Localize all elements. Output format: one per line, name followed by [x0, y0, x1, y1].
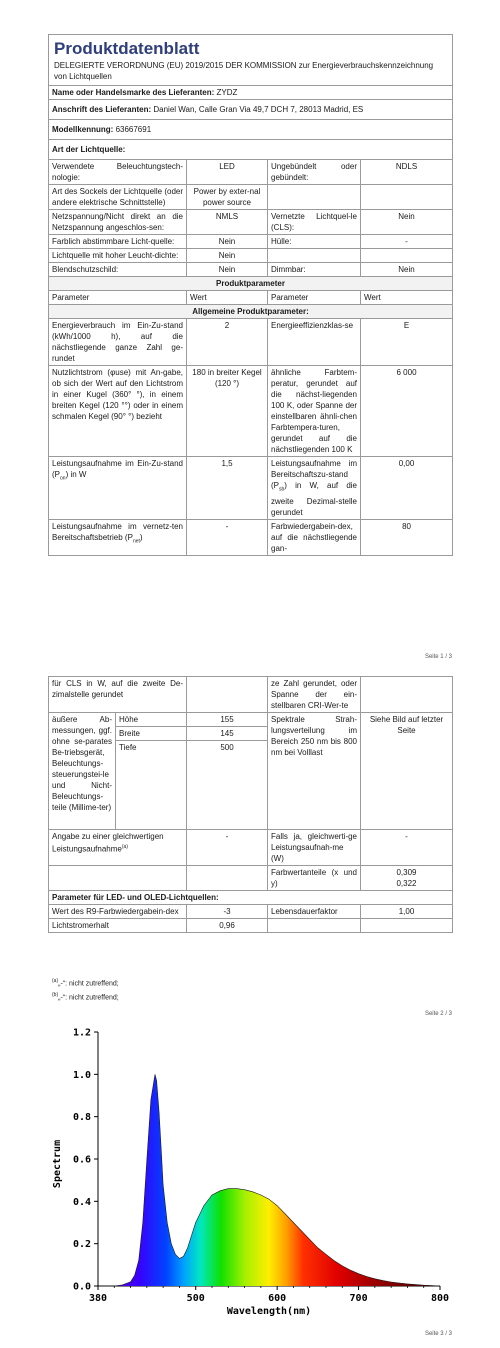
cell-height-value: 155: [187, 713, 268, 727]
table-row: [49, 249, 453, 263]
spectrum-chart: [40, 1024, 460, 1324]
y-tick-label: 0.2: [72, 1239, 91, 1251]
cell-chromaticity-value: [361, 866, 453, 891]
datasheet-table-part-2: [48, 676, 453, 933]
cell-efficiency-class-label: Energieeffizienzklas-se: [268, 319, 361, 366]
y-tick-label: 0.4: [72, 1196, 91, 1208]
cell-equivalent-watt-label: Falls ja, gleichwerti-ge Leistungsaufnah-me (W): [268, 830, 361, 866]
chromaticity-x: 0,309: [396, 868, 417, 877]
table-row: [49, 919, 453, 933]
x-axis-label: Wavelength(nm): [226, 1306, 312, 1317]
x-tick-label: 500: [186, 1293, 205, 1304]
address-row: [49, 100, 453, 120]
equivalent-power-text: Angabe zu einer gleichwertigen Leistungsaufnahme: [52, 832, 164, 854]
table-row: [49, 866, 453, 891]
supplier-name: ZYDZ: [216, 88, 238, 97]
cell-cri-continued: ze Zahl gerundet, oder Spanne der ein-stellbaren CRI-Wer-te: [268, 677, 361, 713]
table-row: [49, 519, 453, 555]
cell-dimmable-label: Dimmbar:: [268, 263, 361, 277]
cell-glare-value: Nein: [187, 263, 268, 277]
table-row: [49, 263, 453, 277]
cell-luminous-flux-value: 180 in breiter Kegel (120 °): [187, 366, 268, 457]
cell-empty: [268, 919, 361, 933]
cell-width-label: Breite: [116, 727, 187, 741]
cell-empty: [187, 677, 268, 713]
cell-lifetime-label: Lebensdauerfaktor: [268, 905, 361, 919]
column-header: Wert: [361, 291, 453, 305]
page-number: Seite 2 / 3: [424, 1011, 452, 1017]
product-params-heading: Produktparameter: [49, 277, 453, 291]
cell-efficiency-class-value: E: [361, 319, 453, 366]
light-source-type-heading: Art der Lichtquelle:: [49, 140, 453, 160]
title-row: [49, 35, 453, 86]
cell-spectral-label: Spektrale Strah-lungsverteilung im Bereich 250 nm bis 800 nm bei Volllast: [268, 713, 361, 830]
cell-cri-value: 80: [361, 519, 453, 555]
footnote-mark: (a): [52, 978, 59, 984]
cell-empty: [361, 249, 453, 263]
cell-empty: [49, 866, 187, 891]
cell-tunable-label: Farblich abstimmbare Licht-quelle:: [49, 235, 187, 249]
cell-glare-label: Blendschutzschild:: [49, 263, 187, 277]
cell-dimmable-value: Nein: [361, 263, 453, 277]
cell-luminous-flux-label: Nutzlichtstrom (φuse) mit An-gabe, ob sich der Wert auf den Lichtstrom in einer Kugel (360° °), in einem breiten Kegel (120 °°) oder in einem schmalen Kegel (90° °) bezieht: [49, 366, 187, 457]
cell-power-on-value: 1,5: [187, 457, 268, 520]
cell-cct-label: ähnliche Farbtem-peratur, gerundet auf die nächst-liegenden 100 K, oder Spanne der einstellbaren ähnli-chen Farbtempera-turen, gerundet auf die nächstliegenden 100 K: [268, 366, 361, 457]
cell-equivalent-power-value: -: [187, 830, 268, 866]
cell-dimensions-label: äußere Ab-messungen, ggf. ohne se-parates Be-triebsgerät, Beleuchtungs-steuerungstei-le und Nicht-Beleuchtungs-teile (Millime-ter): [49, 713, 116, 830]
cell-empty: [361, 919, 453, 933]
x-tick-label: 600: [268, 1293, 287, 1304]
chromaticity-y: 0,322: [396, 879, 417, 888]
power-on-unit: ) in W: [65, 470, 87, 479]
cell-high-luminance-label: Lichtquelle mit hoher Leucht-dichte:: [49, 249, 187, 263]
cell-maintenance-label: Lichtstromerhalt: [49, 919, 187, 933]
cell-technology-value: LED: [187, 160, 268, 185]
column-header: Parameter: [49, 291, 187, 305]
cell-width-value: 145: [187, 727, 268, 741]
supplier-name-label: Name oder Handelsmarke des Lieferanten:: [52, 88, 215, 97]
cell-spectral-value: Siehe Bild auf letzter Seite: [361, 713, 453, 830]
table-row: [49, 210, 453, 235]
footnote-a: [52, 978, 119, 987]
cell-net-standby-label: Leistungsaufnahme im vernetz-ten Bereitschaftsbetrieb $(P_{net})$: [49, 519, 187, 555]
cell-envelope-value: -: [361, 235, 453, 249]
cell-tunable-value: Nein: [187, 235, 268, 249]
cell-empty: [361, 185, 453, 210]
cell-socket-label: Art des Sockels der Lichtquelle (oder andere elektrische Schnittstelle): [49, 185, 187, 210]
cell-lifetime-value: 1,00: [361, 905, 453, 919]
general-params-row: [49, 305, 453, 319]
general-params-heading: Allgemeine Produktparameter:: [49, 305, 453, 319]
cell-empty: [361, 677, 453, 713]
table-row: [49, 366, 453, 457]
cell-technology-label: Verwendete Beleuchtungstech-nologie:: [49, 160, 187, 185]
cell-r9-value: -3: [187, 905, 268, 919]
power-on-subscript: on: [60, 475, 66, 482]
y-tick-label: 1.0: [72, 1069, 91, 1081]
y-tick-label: 0.0: [72, 1281, 91, 1293]
cell-cct-value: 6 000: [361, 366, 453, 457]
cell-energy-consumption-label: Energieverbrauch im Ein-Zu-stand (kWh/1000 h), auf die nächstliegende ganze Zahl ge-rundet: [49, 319, 187, 366]
cell-empty: [268, 185, 361, 210]
cell-envelope-label: Hülle:: [268, 235, 361, 249]
table-row: [49, 235, 453, 249]
footnote-mark: (a): [121, 844, 128, 850]
regulation-intro: DELEGIERTE VERORDNUNG (EU) 2019/2015 DER KOMMISSION zur Energieverbrauchskennzeichnung von Lichtquellen: [54, 61, 434, 81]
cell-maintenance-value: 0,96: [187, 919, 268, 933]
table-row: [49, 457, 453, 520]
supplier-name-row: [49, 86, 453, 100]
y-axis-label: Spectrum: [52, 1139, 63, 1189]
cell-standby-label: [268, 457, 361, 520]
footnote-text: „-“: nicht zutreffend;: [58, 980, 119, 988]
page-title: Produktdatenblatt: [54, 39, 200, 58]
model-id: 63667691: [115, 125, 152, 134]
x-tick-label: 380: [88, 1293, 108, 1304]
standby-text-2: ) in W, auf die zweite Dezimal-stelle gerundet: [271, 481, 357, 517]
cell-equivalent-watt-value: -: [361, 830, 453, 866]
cell-cls-label: Vernetzte Lichtquel-le (CLS):: [268, 210, 361, 235]
cell-directional-value: NDLS: [361, 160, 453, 185]
y-tick-label: 1.2: [72, 1027, 91, 1039]
cell-depth-value: 500: [187, 741, 268, 830]
net-standby-text: Leistungsaufnahme im vernetz-ten Bereitschaftsbetrieb (P: [52, 521, 183, 542]
supplier-address: Daniel Wan, Calle Gran Via 49,7 DCH 7, 28013 Madrid, ES: [153, 105, 364, 114]
standby-text: Leistungsaufnahme im Bereitschaftszu-stand (P: [271, 459, 357, 490]
cell-power-on-label: [49, 457, 187, 520]
page-number: Seite 3 / 3: [424, 1331, 452, 1337]
y-tick-label: 0.6: [72, 1154, 91, 1166]
cell-mains-value: NMLS: [187, 210, 268, 235]
cell-empty: [187, 866, 268, 891]
cell-chromaticity-label: Farbwertanteile (x und y): [268, 866, 361, 891]
address-label: Anschrift des Lieferanten:: [52, 105, 152, 114]
cell-standby-value: 0,00: [361, 457, 453, 520]
table-row: [49, 677, 453, 713]
column-header-row: [49, 291, 453, 305]
cell-equivalent-power-label: [49, 830, 187, 866]
table-row: [49, 905, 453, 919]
table-row: [49, 319, 453, 366]
led-params-heading: Parameter für LED- und OLED-Lichtquellen:: [49, 891, 453, 905]
cell-net-standby-continued: für CLS in W, auf die zweite De-zimalstelle gerundet: [49, 677, 187, 713]
y-tick-label: 0.8: [72, 1112, 91, 1124]
light-source-type-row: [49, 140, 453, 160]
footnote-b: [52, 992, 119, 1001]
column-header: Parameter: [268, 291, 361, 305]
cell-height-label: Höhe: [116, 713, 187, 727]
cell-cri-label: Farbwiedergabein-dex, auf die nächstliegende gan-: [268, 519, 361, 555]
model-row: [49, 120, 453, 140]
cell-socket-value: Power by exter-nal power source: [187, 185, 268, 210]
table-row: [49, 185, 453, 210]
table-row: [49, 713, 453, 727]
column-header: Wert: [187, 291, 268, 305]
cell-empty: [268, 249, 361, 263]
cell-directional-label: Ungebündelt oder gebündelt:: [268, 160, 361, 185]
product-params-row: [49, 277, 453, 291]
cell-net-standby-value: -: [187, 519, 268, 555]
cell-depth-label: Tiefe: [116, 741, 187, 830]
cell-r9-label: Wert des R9-Farbwiedergabein-dex: [49, 905, 187, 919]
footnote-text: „-“: nicht zutreffend;: [58, 994, 119, 1002]
cell-cls-value: Nein: [361, 210, 453, 235]
cell-mains-label: Netzspannung/Nicht direkt an die Netzspannung angeschlos-sen:: [49, 210, 187, 235]
x-tick-label: 800: [430, 1293, 450, 1304]
table-row: [49, 160, 453, 185]
model-label: Modellkennung:: [52, 125, 114, 134]
spectrum-area: [98, 1074, 440, 1286]
led-params-row: [49, 891, 453, 905]
standby-subscript: sb: [279, 486, 285, 493]
footnote-mark: (b): [52, 992, 59, 998]
cell-energy-consumption-value: 2: [187, 319, 268, 366]
page-number: Seite 1 / 3: [424, 654, 452, 660]
cell-high-luminance-value: Nein: [187, 249, 268, 263]
net-standby-subscript: net: [132, 538, 140, 545]
power-on-text: Leistungsaufnahme im Ein-Zu-stand (P: [52, 459, 183, 479]
datasheet-table-part-1: [48, 34, 453, 556]
x-tick-label: 700: [349, 1293, 368, 1304]
table-row: [49, 830, 453, 866]
